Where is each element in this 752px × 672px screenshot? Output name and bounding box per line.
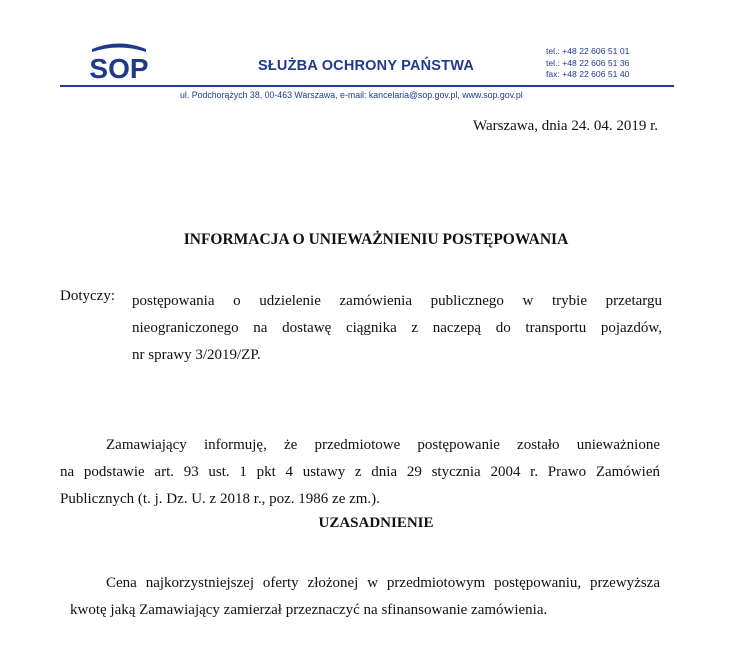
annulment-line-3: Publicznych (t. j. Dz. U. z 2018 r., poz. 1986 ze zm.). xyxy=(60,491,380,507)
sop-logo-graphic xyxy=(86,40,152,82)
phone-1: tel.: +48 22 606 51 01 xyxy=(546,46,630,56)
contact-block xyxy=(546,46,629,81)
annulment-line-2: na podstawie art. 93 ust. 1 pkt 4 ustawy z dnia 29 stycznia 2004 r. Prawo Zamówień xyxy=(60,464,660,480)
annulment-paragraph xyxy=(60,432,660,513)
phone-2: tel.: +48 22 606 51 36 xyxy=(546,57,630,68)
concerns-line-3: nr sprawy 3/2019/ZP. xyxy=(132,347,261,363)
document-title: INFORMACJA O UNIEWAŻNIENIU POSTĘPOWANIA xyxy=(183,231,569,248)
concerns-label: Dotyczy: xyxy=(60,288,115,304)
header-divider xyxy=(60,85,674,87)
logo-text: SOP xyxy=(89,53,149,82)
fax-number: fax: +48 22 606 51 40 xyxy=(546,69,630,79)
concerns-line-1: postępowania o udzielenie zamówienia publicznego w trybie przetargu xyxy=(132,293,662,309)
justification-line-2: kwotę jaką Zamawiający zamierzał przeznaczyć na sfinansowanie zamówienia. xyxy=(70,602,548,618)
annulment-line-1: Zamawiający informuję, że przedmiotowe postępowanie zostało unieważnione xyxy=(106,437,660,453)
address-line: ul. Podchorążych 38, 00-463 Warszawa, e-mail: kancelaria@sop.gov.pl, www.sop.gov.pl xyxy=(180,90,523,100)
sop-logo xyxy=(86,40,152,82)
justification-paragraph xyxy=(60,570,660,624)
justification-heading: UZASADNIENIE xyxy=(318,515,434,531)
date-line: Warszawa, dnia 24. 04. 2019 r. xyxy=(473,118,658,134)
concerns-line-2: nieograniczonego na dostawę ciągnika z naczepą do transportu pojazdów, xyxy=(132,320,662,336)
justification-line-1: Cena najkorzystniejszej oferty złożonej w przedmiotowym postępowaniu, przewyższa xyxy=(106,575,660,591)
concerns-body xyxy=(132,288,662,369)
organization-name: SŁUŻBA OCHRONY PAŃSTWA xyxy=(258,58,474,74)
